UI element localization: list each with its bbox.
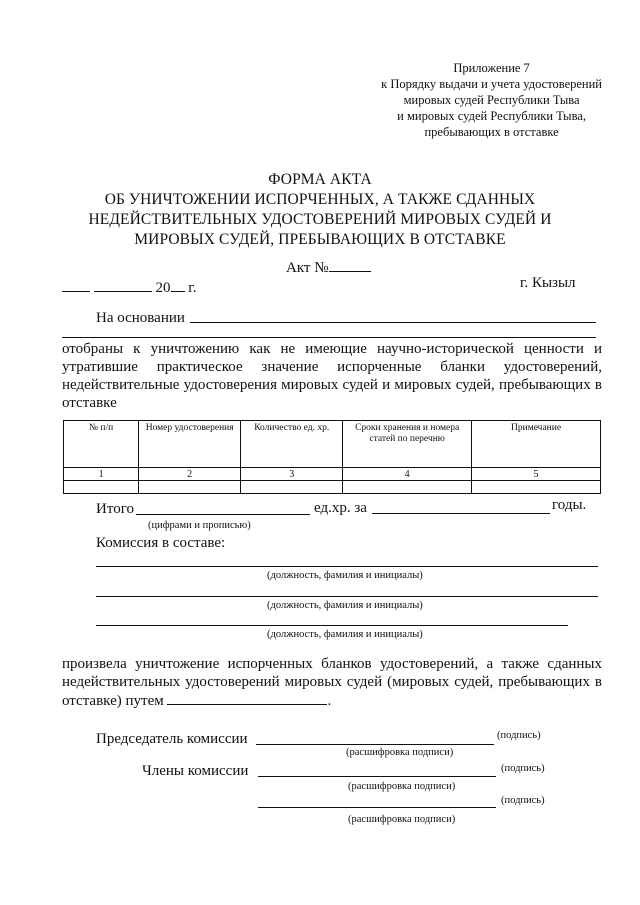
signature-caption: (подпись) [501,763,545,774]
table-cell: 2 [139,468,241,481]
decoding-caption: (расшифровка подписи) [346,747,454,758]
form-title [0,170,640,250]
commission-member-field[interactable] [96,625,568,626]
table-header: № п/п [64,421,139,468]
destruction-text: произвела уничтожение испорченных бланков удостоверений, а также сданных недействительных удостоверений мировых судей (мировых судей, пребывающих в отставке) путем [62,656,602,709]
appendix-header [381,60,602,140]
member-signature-field[interactable] [258,807,496,808]
date-year-field[interactable] [171,278,185,292]
commission-member-field[interactable] [96,596,598,597]
appendix-line: пребывающих в отставке [424,125,559,139]
title-line: ОБ УНИЧТОЖЕНИИ ИСПОРЧЕННЫХ, А ТАКЖЕ СДАННЫХ [104,191,536,208]
decoding-caption: (расшифровка подписи) [348,814,456,825]
signature-caption: (подпись) [497,730,541,741]
commission-member-caption: (должность, фамилия и инициалы) [267,629,423,640]
act-number-field[interactable] [329,258,371,272]
table-header: Номер удостоверения [139,421,241,468]
act-date [62,278,196,297]
total-label: Итого [96,501,134,517]
table-cell: 1 [64,468,139,481]
table-row [64,468,601,481]
table-row[interactable] [64,481,601,494]
table-cell: 4 [343,468,472,481]
total-amount-field[interactable] [136,514,310,515]
table-cell[interactable] [241,481,343,494]
documents-table [63,420,601,494]
chairman-label: Председатель комиссии [96,731,248,747]
commission-member-caption: (должность, фамилия и инициалы) [267,600,423,611]
selected-paragraph: отобраны к уничтожению как не имеющие научно-исторической ценности и утратившие практическое значение испорченные бланки удостоверений, недействительные удостоверения мировых судей и мировых судей, пребывающих в отставке [62,341,602,411]
destruction-method-field[interactable] [167,691,327,705]
date-year-suffix: г. [188,280,197,296]
basis-label: На основании [96,310,185,326]
table-cell: 3 [241,468,343,481]
total-years: годы. [552,497,587,513]
city: г. Кызыл [520,275,576,291]
title-line: МИРОВЫХ СУДЕЙ, ПРЕБЫВАЮЩИХ В ОТСТАВКЕ [134,231,506,248]
destruction-paragraph: произвела уничтожение испорченных бланков удостоверений, а также сданных недействительных удостоверений мировых судей (мировых судей, пребывающих в отставке) путем . [62,656,602,709]
basis-field-line2[interactable] [62,337,596,338]
act-label: Акт № [286,260,329,276]
appendix-line: и мировых судей Республики Тыва, [397,109,586,123]
table-cell[interactable] [139,481,241,494]
table-cell[interactable] [64,481,139,494]
date-year-prefix: 20 [155,280,171,296]
date-day-field[interactable] [62,278,90,292]
basis-field[interactable] [190,322,596,323]
table-cell: 5 [472,468,601,481]
appendix-line: Приложение 7 [453,61,530,75]
table-header: Примечание [472,421,601,468]
commission-label: Комиссия в составе: [96,535,226,551]
title-line: ФОРМА АКТА [268,171,372,188]
appendix-line: к Порядку выдачи и учета удостоверений [381,77,602,91]
table-cell[interactable] [472,481,601,494]
table-header: Количество ед. хр. [241,421,343,468]
signature-caption: (подпись) [501,795,545,806]
total-caption: (цифрами и прописью) [148,520,251,531]
members-label: Члены комиссии [142,763,249,779]
appendix-line: мировых судей Республики Тыва [403,93,580,107]
date-month-field[interactable] [94,278,152,292]
chairman-signature-field[interactable] [256,744,494,745]
table-header: Сроки хранения и номера статей по перечню [343,421,472,468]
member-signature-field[interactable] [258,776,496,777]
commission-member-caption: (должность, фамилия и инициалы) [267,570,423,581]
total-period-field[interactable] [372,513,550,514]
title-line: НЕДЕЙСТВИТЕЛЬНЫХ УДОСТОВЕРЕНИЙ МИРОВЫХ СУДЕЙ И [88,211,552,228]
table-cell[interactable] [343,481,472,494]
act-number [286,258,371,277]
total-units: ед.хр. за [314,500,367,516]
commission-member-field[interactable] [96,566,598,567]
decoding-caption: (расшифровка подписи) [348,781,456,792]
